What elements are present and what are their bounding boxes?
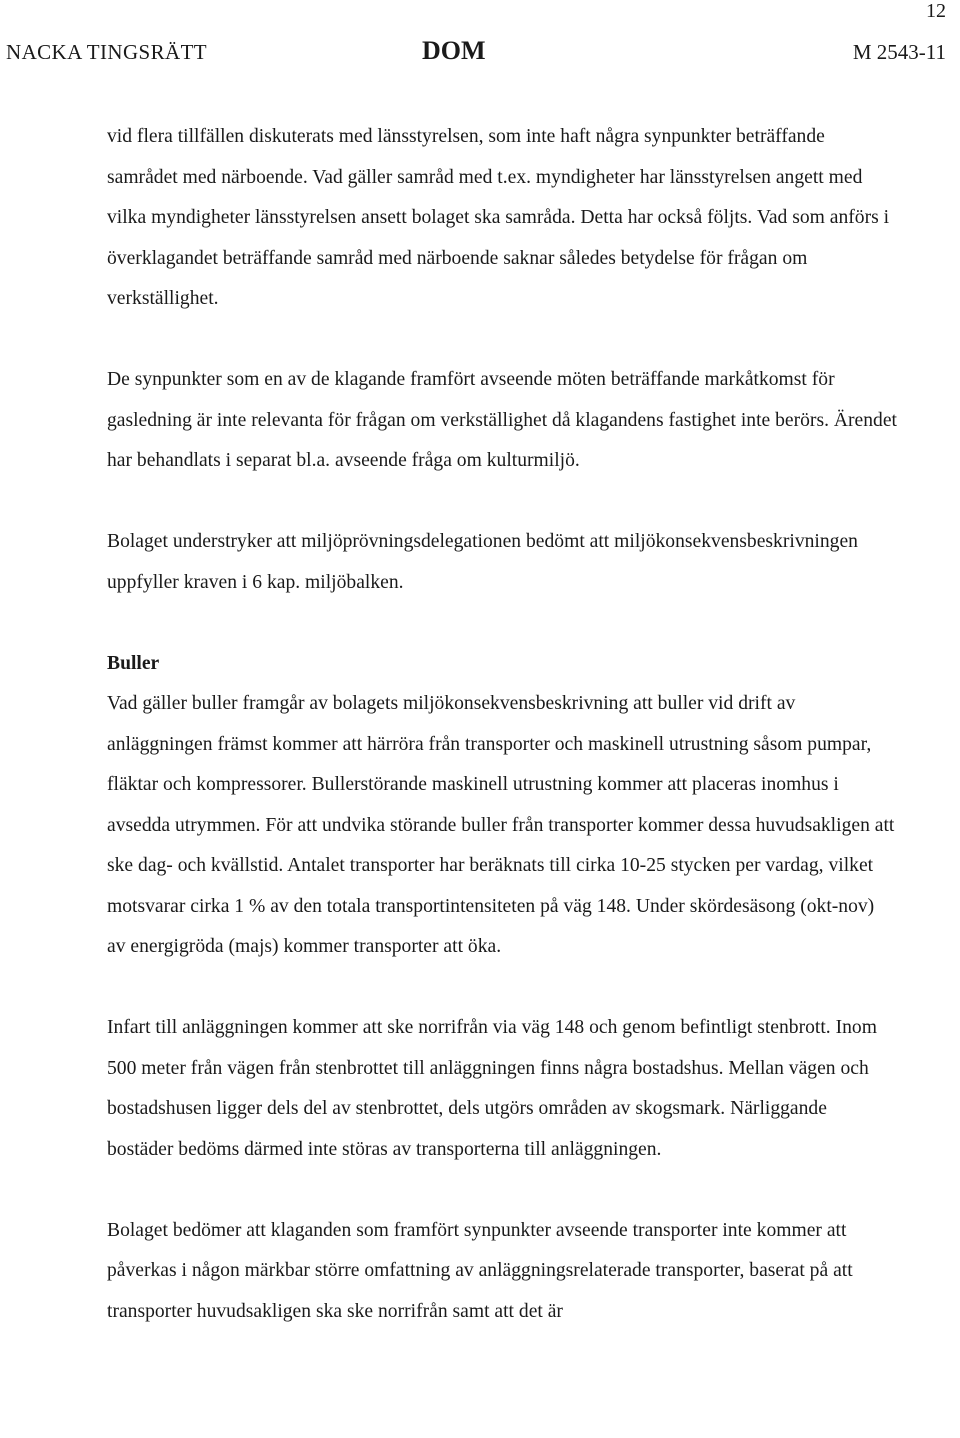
page-number: 12 xyxy=(926,0,946,22)
section-heading-noise: Buller xyxy=(107,652,160,674)
document-body xyxy=(107,117,897,1332)
document-type: DOM xyxy=(422,36,486,65)
paragraph-consultation: vid flera tillfällen diskuterats med länsstyrelsen, som inte haft några synpunkter beträffande samrådet med närboende. Vad gäller samråd med t.ex. myndigheter har länsstyrelsen angett med vilka myndigheter länsstyrelsen ansett bolaget ska samråda. Detta har också följts. Vad som anförs i överklagandet beträffande samråd med närboende saknar således betydelse för frågan om verkställighet. xyxy=(107,126,890,309)
paragraph-gas-pipeline: De synpunkter som en av de klagande framfört avseende möten beträffande markåtkomst för gasledning är inte relevanta för frågan om verkställighet då klagandens fastighet inte berörs. Ärendet har behandlats i separat bl.a. avseende fråga om kulturmiljö. xyxy=(107,369,897,471)
paragraph-transport-assessment: Bolaget bedömer att klaganden som framfört synpunkter avseende transporter inte kommer att påverkas i någon märkbar större omfattning av anläggningsrelaterade transporter, baserat på att transporter huvudsakligen ska ske norrifrån samt att det är xyxy=(107,1219,853,1322)
paragraph-environmental-assessment: Bolaget understryker att miljöprövningsdelegationen bedömt att miljökonsekvensbeskrivningen uppfyller kraven i 6 kap. miljöbalken. xyxy=(107,531,858,593)
paragraph-access-road: Infart till anläggningen kommer att ske norrifrån via väg 148 och genom befintligt stenbrott. Inom 500 meter från vägen från stenbrottet till anläggningen finns några bostadshus. Mellan vägen och bostadshusen ligger dels del av stenbrottet, dels utgörs områden av skogsmark. Närliggande bostäder bedöms därmed inte störas av transporterna till anläggningen. xyxy=(107,1017,877,1160)
paragraph-noise: Vad gäller buller framgår av bolagets miljökonsekvensbeskrivning att buller vid drift av anläggningen främst kommer att härröra från transporter och maskinell utrustning såsom pumpar, fläktar och kompressorer. Bullerstörande maskinell utrustning kommer att placeras inomhus i avsedda utrymmen. För att undvika störande buller från transporter kommer dessa huvudsakligen att ske dag- och kvällstid. Antalet transporter har beräknats till cirka 10-25 stycken per vardag, vilket motsvarar cirka 1 % av den totala transportintensiteten på väg 148. Under skördesäsong (okt-nov) av energigröda (majs) kommer transporter att öka. xyxy=(107,693,895,957)
case-number: M 2543-11 xyxy=(852,40,946,64)
document-header xyxy=(0,36,960,72)
court-name: NACKA TINGSRÄTT xyxy=(6,40,208,64)
